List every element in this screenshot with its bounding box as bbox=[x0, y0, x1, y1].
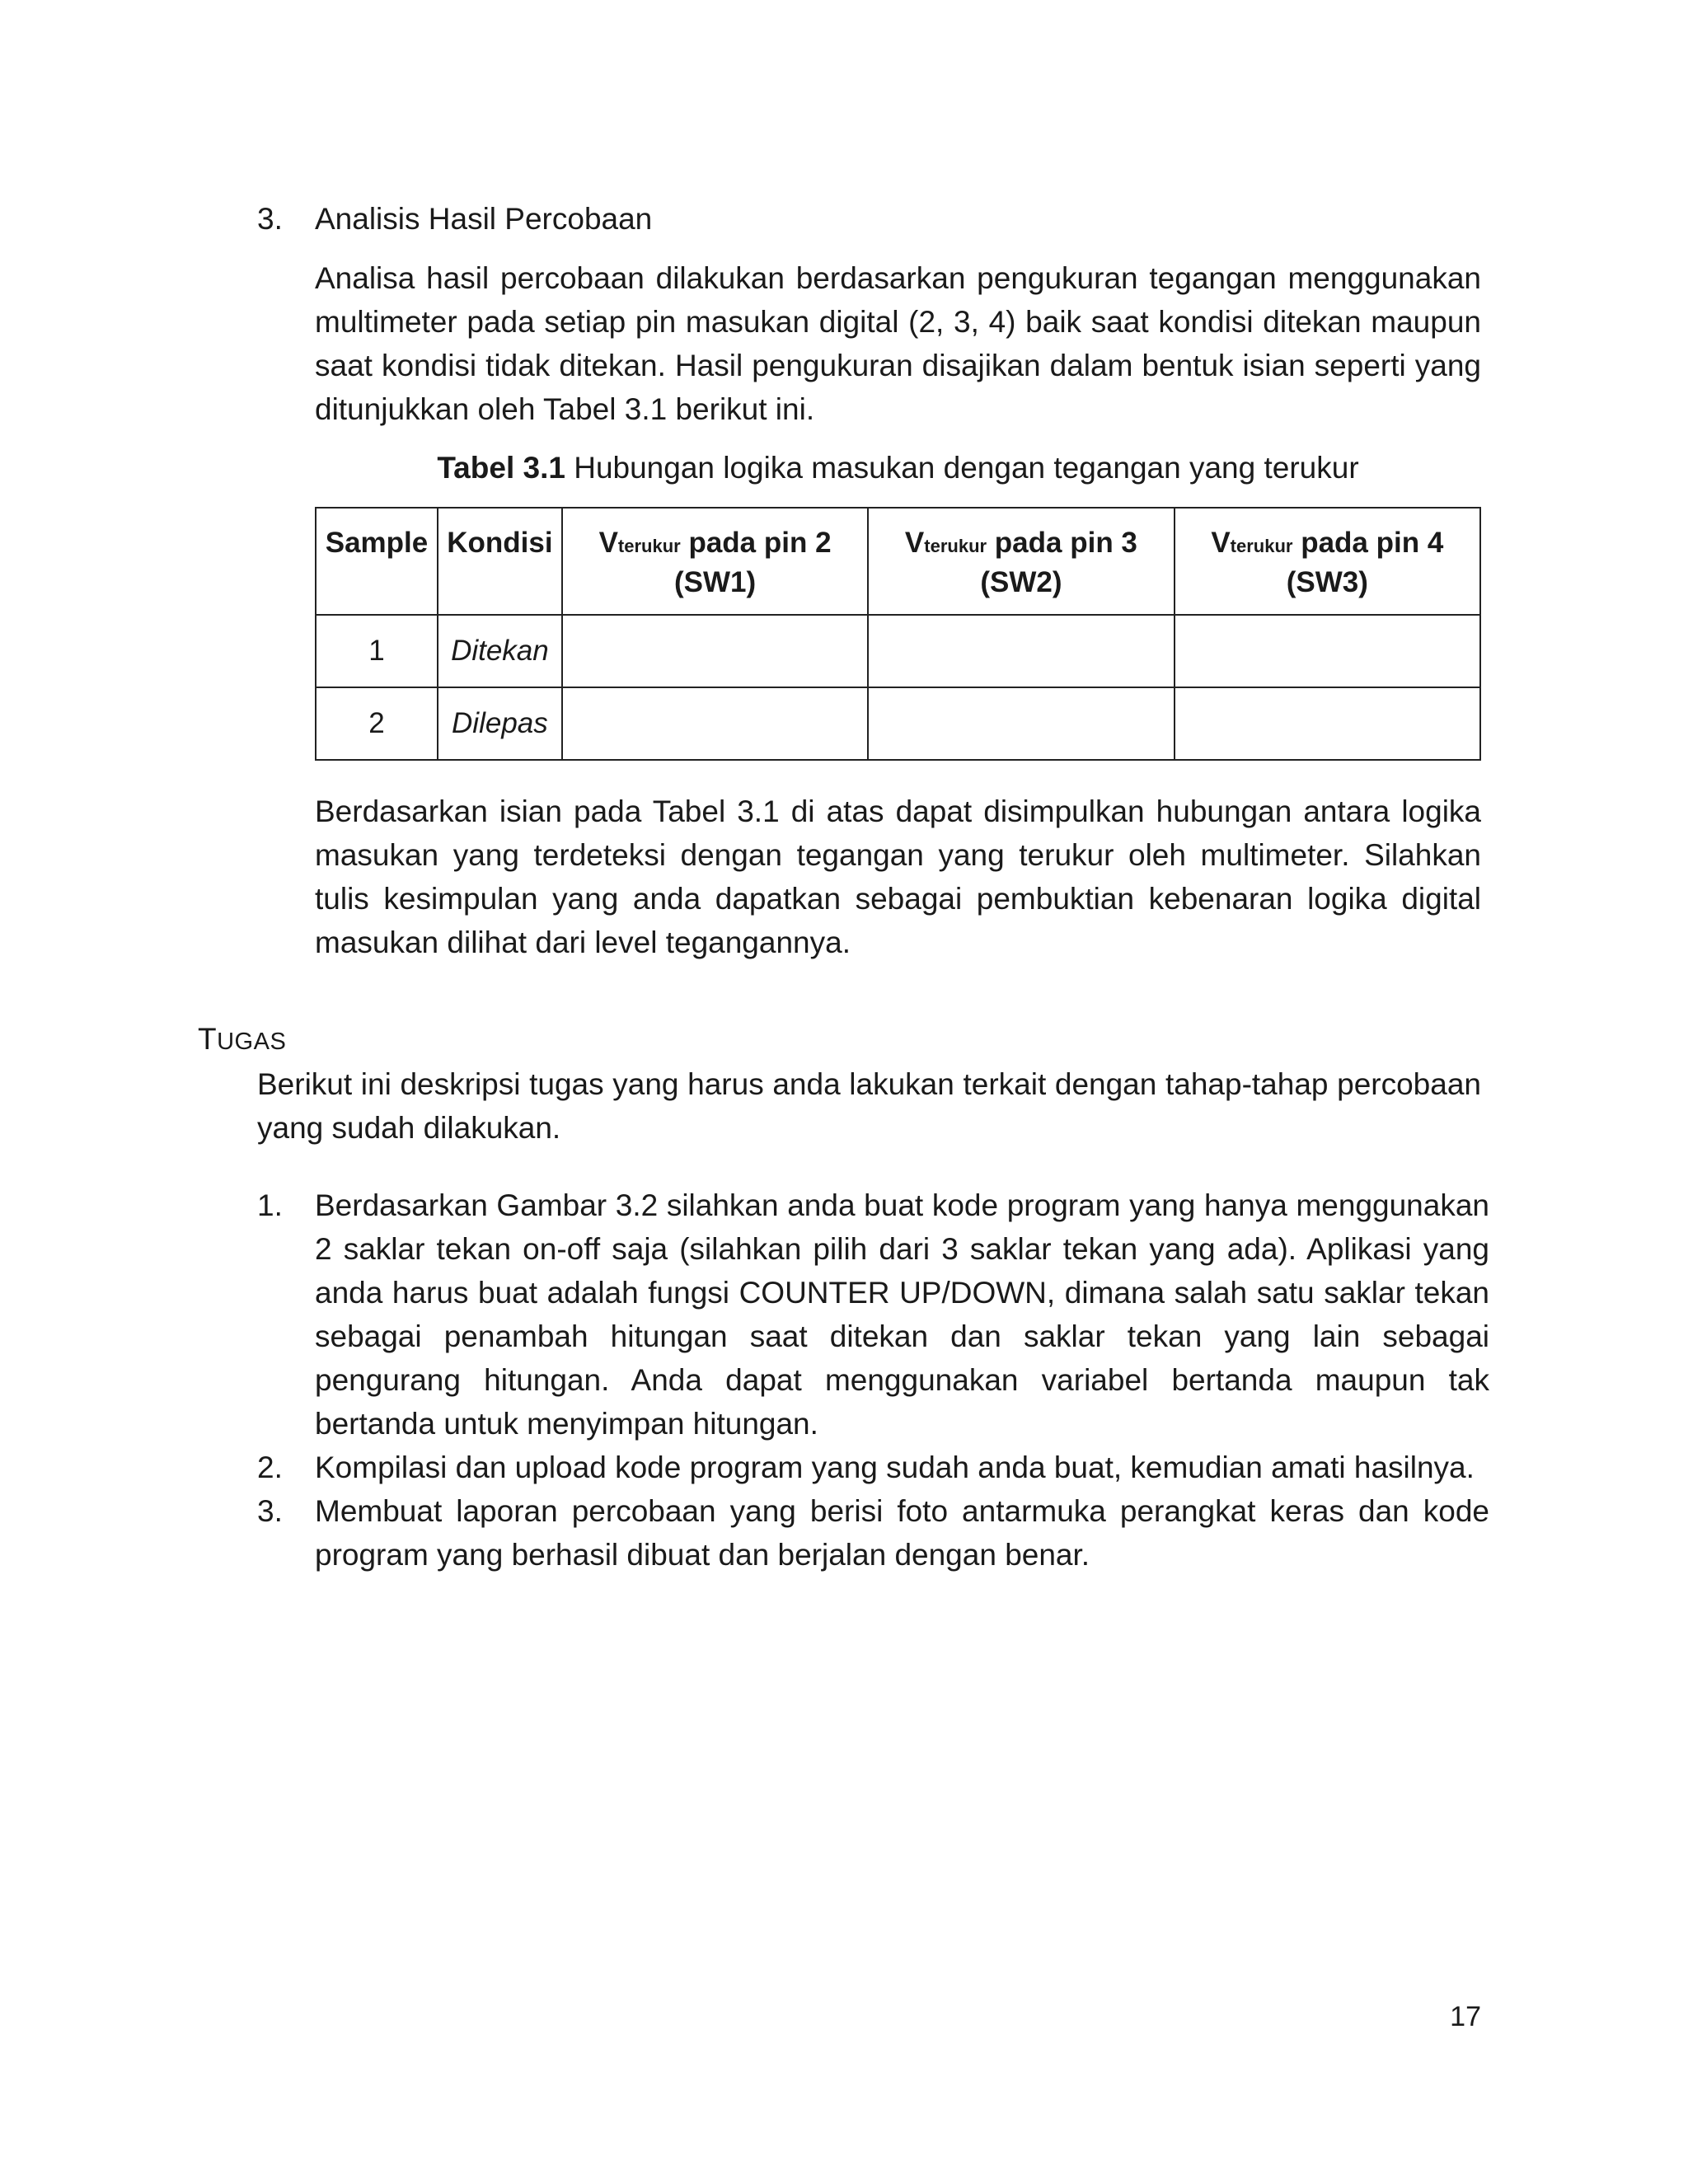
list-item-text: Membuat laporan percobaan yang berisi foto antarmuka perangkat keras dan kode program yang berhasil dibuat dan berjalan dengan benar. bbox=[315, 1494, 1489, 1572]
section-title: Analisis Hasil Percobaan bbox=[315, 202, 653, 236]
header-pin3: Vterukur pada pin 3 (SW2) bbox=[868, 508, 1174, 615]
cell-pin3 bbox=[868, 615, 1174, 687]
page-number: 17 bbox=[1450, 2001, 1481, 2032]
cell-pin4 bbox=[1175, 615, 1480, 687]
header-kondisi: Kondisi bbox=[438, 508, 562, 615]
list-item bbox=[257, 1489, 1489, 1577]
header-pin4: Vterukur pada pin 4 (SW3) bbox=[1175, 508, 1480, 615]
list-item-number: 2. bbox=[257, 1451, 283, 1484]
list-item bbox=[257, 1446, 1489, 1489]
cell-pin2 bbox=[562, 687, 868, 760]
cell-kondisi: Dilepas bbox=[438, 687, 562, 760]
task-list bbox=[257, 1183, 1489, 1577]
table-row bbox=[316, 615, 1480, 687]
measurement-table bbox=[315, 507, 1481, 761]
tugas-heading: TUGAS bbox=[198, 1022, 287, 1056]
header-pin2: Vterukur pada pin 2 (SW1) bbox=[562, 508, 868, 615]
cell-pin4 bbox=[1175, 687, 1480, 760]
section-heading bbox=[257, 198, 652, 241]
list-item-number: 1. bbox=[257, 1188, 283, 1222]
tugas-intro-paragraph: Berikut ini deskripsi tugas yang harus anda lakukan terkait dengan tahap-tahap percobaan yang sudah dilakukan. bbox=[257, 1067, 1481, 1145]
list-item-text: Kompilasi dan upload kode program yang sudah anda buat, kemudian amati hasilnya. bbox=[315, 1451, 1475, 1484]
section-number: 3. bbox=[257, 202, 283, 236]
cell-pin2 bbox=[562, 615, 868, 687]
table-caption-label: Tabel 3.1 bbox=[437, 451, 565, 485]
table-caption-text: Hubungan logika masukan dengan tegangan yang terukur bbox=[574, 451, 1359, 485]
header-sample: Sample bbox=[316, 508, 438, 615]
conclusion-paragraph: Berdasarkan isian pada Tabel 3.1 di atas dapat disimpulkan hubungan antara logika masukan yang terdeteksi dengan tegangan yang terukur oleh multimeter. Silahkan tulis kesimpulan yang anda dapatkan sebagai pembuktian kebenaran logika digital masukan dilihat dari level tegangannya. bbox=[315, 794, 1481, 959]
table-caption bbox=[315, 447, 1481, 490]
table-row bbox=[316, 687, 1480, 760]
analysis-paragraph: Analisa hasil percobaan dilakukan berdasarkan pengukuran tegangan menggunakan multimeter pada setiap pin masukan digital (2, 3, 4) baik saat kondisi ditekan maupun saat kondisi tidak ditekan. Hasil pengukuran disajikan dalam bentuk isian seperti yang ditunjukkan oleh Tabel 3.1 berikut ini. bbox=[315, 261, 1481, 426]
cell-kondisi: Ditekan bbox=[438, 615, 562, 687]
list-item bbox=[257, 1183, 1489, 1446]
list-item-text: Berdasarkan Gambar 3.2 silahkan anda buat kode program yang hanya menggunakan 2 saklar tekan on-off saja (silahkan pilih dari 3 saklar tekan yang ada). Aplikasi yang anda harus buat adalah fungsi COUNTER UP/DOWN, dimana salah satu saklar tekan sebagai penambah hitungan saat ditekan dan saklar tekan yang lain sebagai pengurang hitungan. Anda dapat menggunakan variabel bertanda maupun tak bertanda untuk menyimpan hitungan. bbox=[315, 1188, 1489, 1441]
table-header-row bbox=[316, 508, 1480, 615]
cell-sample: 2 bbox=[316, 687, 438, 760]
cell-sample: 1 bbox=[316, 615, 438, 687]
cell-pin3 bbox=[868, 687, 1174, 760]
list-item-number: 3. bbox=[257, 1494, 283, 1528]
